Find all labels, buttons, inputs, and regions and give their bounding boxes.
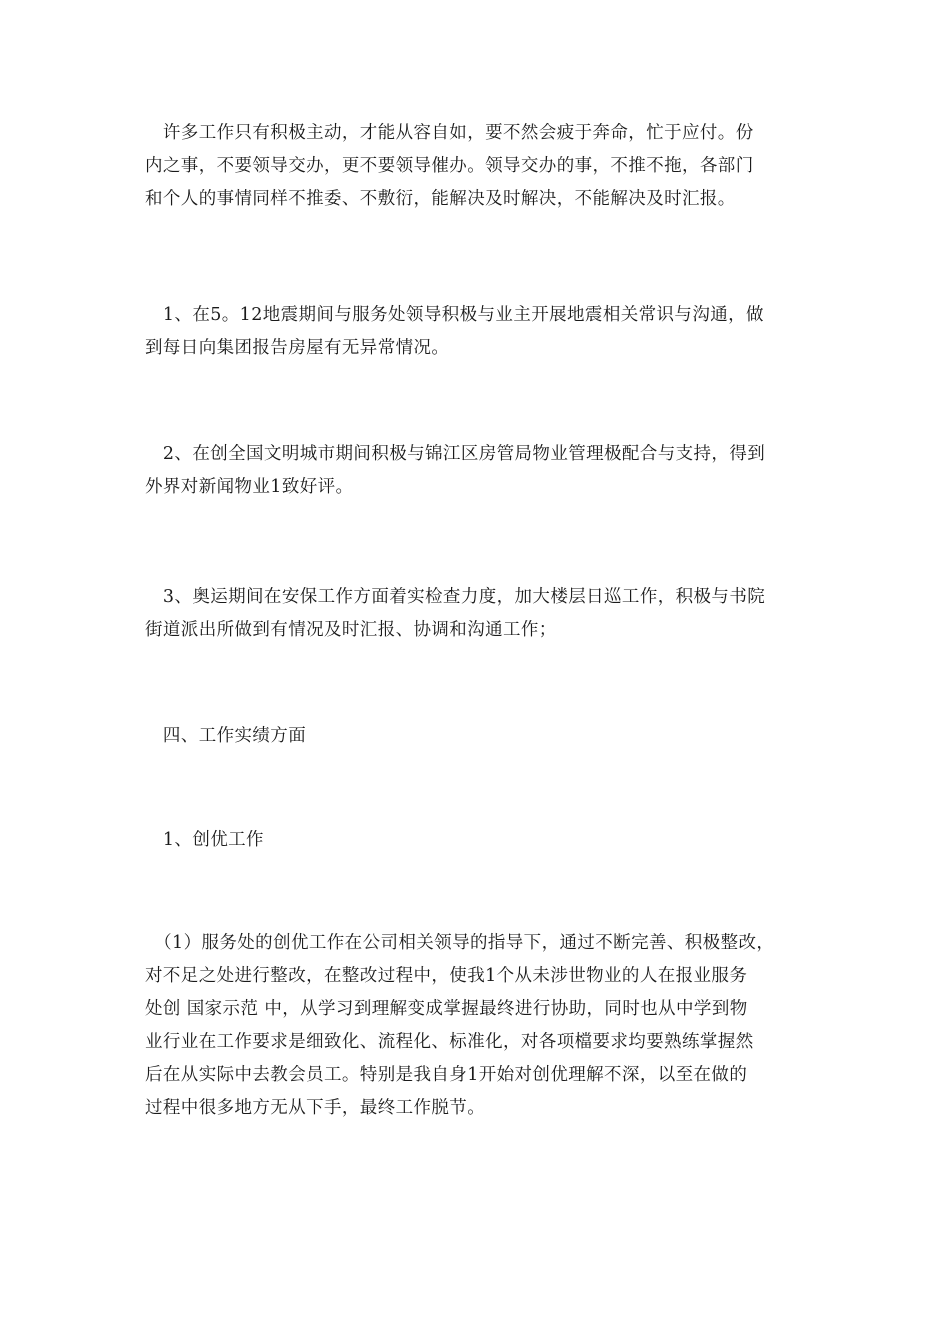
paragraph-line: 到每日向集团报告房屋有无异常情况。 [145, 338, 450, 358]
sub-heading: 1、创优工作 [145, 830, 264, 850]
paragraph-item-1 [145, 299, 815, 365]
paragraph-line: 和个人的事情同样不推委、不敷衍，能解决及时解决，不能解决及时汇报。 [145, 189, 736, 209]
paragraph-item-3 [145, 581, 815, 647]
paragraph-line: 对不足之处进行整改，在整改过程中，使我1个从未涉世物业的人在报业服务 [145, 966, 748, 986]
paragraph-line: （1）服务处的创优工作在公司相关领导的指导下，通过不断完善、积极整改， [145, 933, 775, 953]
paragraph-line: 处创 国家示范 中，从学习到理解变成掌握最终进行协助，同时也从中学到物 [145, 999, 748, 1019]
paragraph-excellence-work [145, 927, 815, 1125]
paragraph-line: 业行业在工作要求是细致化、流程化、标准化，对各项檔要求均要熟练掌握然 [145, 1032, 754, 1052]
paragraph-line: 内之事，不要领导交办，更不要领导催办。领导交办的事，不推不拖，各部门 [145, 156, 754, 176]
paragraph-line: 1、在5。12地震期间与服务处领导积极与业主开展地震相关常识与沟通，做 [145, 305, 764, 325]
paragraph-line: 外界对新闻物业1致好评。 [145, 477, 354, 497]
paragraph-line: 后在从实际中去教会员工。特别是我自身1开始对创优理解不深，以至在做的 [145, 1065, 748, 1085]
paragraph-line: 过程中很多地方无从下手，最终工作脱节。 [145, 1098, 486, 1118]
paragraph-line: 2、在创全国文明城市期间积极与锦江区房管局物业管理极配合与支持，得到 [145, 444, 766, 464]
paragraph-item-2 [145, 438, 815, 504]
paragraph-line: 3、奥运期间在安保工作方面着实检查力度，加大楼层日巡工作，积极与书院 [145, 587, 766, 607]
paragraph-line: 许多工作只有积极主动，才能从容自如，要不然会疲于奔命，忙于应付。份 [145, 123, 754, 143]
paragraph-line: 街道派出所做到有情况及时汇报、协调和沟通工作； [145, 620, 557, 640]
paragraph-initiative [145, 117, 815, 216]
section-heading: 四、工作实绩方面 [145, 726, 307, 746]
